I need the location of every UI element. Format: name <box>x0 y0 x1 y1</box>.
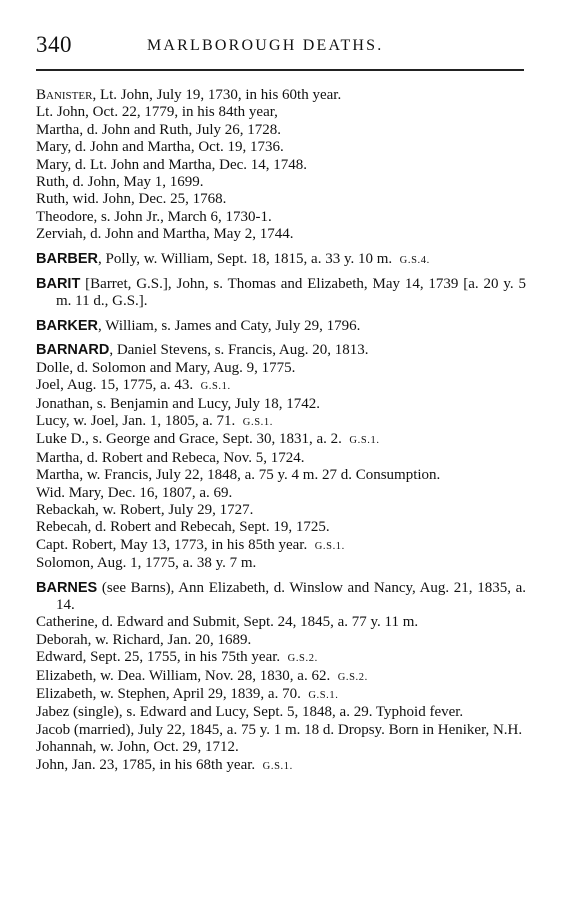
record-entry <box>36 122 526 139</box>
header-rule <box>36 69 524 71</box>
record-entry <box>36 360 526 377</box>
record-entry <box>36 396 526 413</box>
record-text: Zerviah, d. John and Martha, May 2, 1744. <box>36 226 294 243</box>
record-text: Mary, d. John and Martha, Oct. 19, 1736. <box>36 139 284 156</box>
record-entry <box>36 174 526 191</box>
record-text: Lucy, w. Joel, Jan. 1, 1805, a. 71. <box>36 412 236 429</box>
running-title: MARLBOROUGH DEATHS. <box>147 37 384 54</box>
record-entry <box>36 413 526 431</box>
record-text: Solomon, Aug. 1, 1775, a. 38 y. 7 m. <box>36 555 257 572</box>
record-text: Martha, d. John and Ruth, July 26, 1728. <box>36 121 281 138</box>
record-entry <box>36 377 526 395</box>
surname-entry <box>36 318 526 335</box>
record-entry <box>36 502 526 519</box>
record-entry <box>36 686 526 704</box>
record-entry <box>36 739 526 756</box>
record-entry <box>36 226 526 243</box>
record-text: Luke D., s. George and Grace, Sept. 30, 1831, a. 2. <box>36 431 342 448</box>
record-entry <box>36 757 526 775</box>
record-text: , Daniel Stevens, s. Francis, Aug. 20, 1813. <box>109 342 369 359</box>
gravestone-ref: G.S.2. <box>287 653 318 665</box>
record-text: Lt. John, Oct. 22, 1779, in his 84th year, <box>36 104 278 121</box>
surname-entry <box>36 251 526 269</box>
record-text: Martha, d. Robert and Rebeca, Nov. 5, 1724. <box>36 449 305 466</box>
gravestone-ref: G.S.1. <box>308 690 339 701</box>
record-entry <box>36 104 526 121</box>
record-text: Joel, Aug. 15, 1775, a. 43. <box>36 377 194 394</box>
record-text: , Polly, w. William, Sept. 18, 1815, a. 33 y. 10 m. <box>98 250 393 267</box>
record-text: Martha, w. Francis, July 22, 1848, a. 75 y. 4 m. 27 d. Consumption. <box>36 467 441 484</box>
record-entry <box>36 485 526 502</box>
record-entry <box>36 450 526 467</box>
surname-heading: Banister <box>36 87 93 103</box>
death-records-list <box>36 87 526 775</box>
record-entry <box>36 467 526 484</box>
gravestone-ref: G.S.2. <box>337 671 368 683</box>
gravestone-ref: G.S.1. <box>314 540 345 552</box>
surname-heading: BARIT <box>36 276 81 293</box>
record-text: Catherine, d. Edward and Submit, Sept. 24, 1845, a. 77 y. 11 m. <box>36 614 419 631</box>
record-text: Jonathan, s. Benjamin and Lucy, July 18, 1742. <box>36 395 320 412</box>
gravestone-ref: G.S.1. <box>200 381 231 393</box>
record-entry <box>36 431 526 449</box>
record-text: Deborah, w. Richard, Jan. 20, 1689. <box>36 631 252 648</box>
record-text: Johannah, w. John, Oct. 29, 1712. <box>36 739 239 756</box>
record-text: Theodore, s. John Jr., March 6, 1730-1. <box>36 208 272 225</box>
surname-entry <box>36 580 526 615</box>
record-text: [Barret, G.S.], John, s. Thomas and Elizabeth, May 14, 1739 [a. 20 y. 5 m. 11 d., G.S.]. <box>56 276 526 310</box>
record-text: John, Jan. 23, 1785, in his 68th year. <box>36 756 256 773</box>
record-text: Mary, d. Lt. John and Martha, Dec. 14, 1748. <box>36 156 308 173</box>
gravestone-ref: G.S.1. <box>349 435 380 447</box>
record-text: Elizabeth, w. Stephen, April 29, 1839, a. 70. <box>36 686 301 702</box>
gravestone-ref: G.S.4. <box>399 254 430 266</box>
record-text: Jabez (single), s. Edward and Lucy, Sept. 5, 1848, a. 29. Typhoid fever. <box>36 704 464 721</box>
record-text: Dolle, d. Solomon and Mary, Aug. 9, 1775. <box>36 359 296 376</box>
record-text: Jacob (married), July 22, 1845, a. 75 y. 1 m. 18 d. Dropsy. Born in Heniker, N.H. <box>36 721 523 738</box>
surname-entry <box>36 276 526 311</box>
record-entry <box>36 555 526 572</box>
record-entry <box>36 139 526 156</box>
page-header <box>36 32 531 60</box>
surname-heading: BARBER <box>36 250 99 267</box>
record-entry <box>36 668 526 686</box>
record-entry <box>36 537 526 555</box>
record-entry <box>36 632 526 649</box>
record-text: Rebackah, w. Robert, July 29, 1727. <box>36 501 254 518</box>
record-text: Ruth, d. John, May 1, 1699. <box>36 174 204 191</box>
surname-heading: BARNARD <box>36 342 110 359</box>
record-entry <box>36 704 526 721</box>
gravestone-ref: G.S.1. <box>242 416 273 428</box>
record-entry <box>36 722 526 739</box>
surname-entry <box>36 87 526 104</box>
record-entry <box>36 157 526 174</box>
surname-heading: BARKER <box>36 317 99 334</box>
record-entry <box>36 519 526 536</box>
surname-heading: BARNES <box>36 579 98 596</box>
record-text: Edward, Sept. 25, 1755, in his 75th year. <box>36 649 281 666</box>
record-text: , Lt. John, July 19, 1730, in his 60th year. <box>92 87 342 103</box>
gravestone-ref: G.S.1. <box>262 760 293 772</box>
record-text: Capt. Robert, May 13, 1773, in his 85th year. <box>36 536 308 553</box>
record-entry <box>36 649 526 667</box>
record-text: Ruth, wid. John, Dec. 25, 1768. <box>36 191 227 208</box>
record-text: (see Barns), Ann Elizabeth, d. Winslow and Nancy, Aug. 21, 1835, a. 14. <box>56 579 526 613</box>
record-entry <box>36 191 526 208</box>
record-entry <box>36 209 526 226</box>
page-number: 340 <box>36 32 72 57</box>
record-entry <box>36 614 526 631</box>
record-text: Wid. Mary, Dec. 16, 1807, a. 69. <box>36 484 233 501</box>
record-text: Elizabeth, w. Dea. William, Nov. 28, 1830, a. 62. <box>36 667 331 684</box>
record-text: , William, s. James and Caty, July 29, 1796. <box>98 317 361 334</box>
record-text: Rebecah, d. Robert and Rebecah, Sept. 19, 1725. <box>36 519 330 536</box>
surname-entry <box>36 342 526 359</box>
